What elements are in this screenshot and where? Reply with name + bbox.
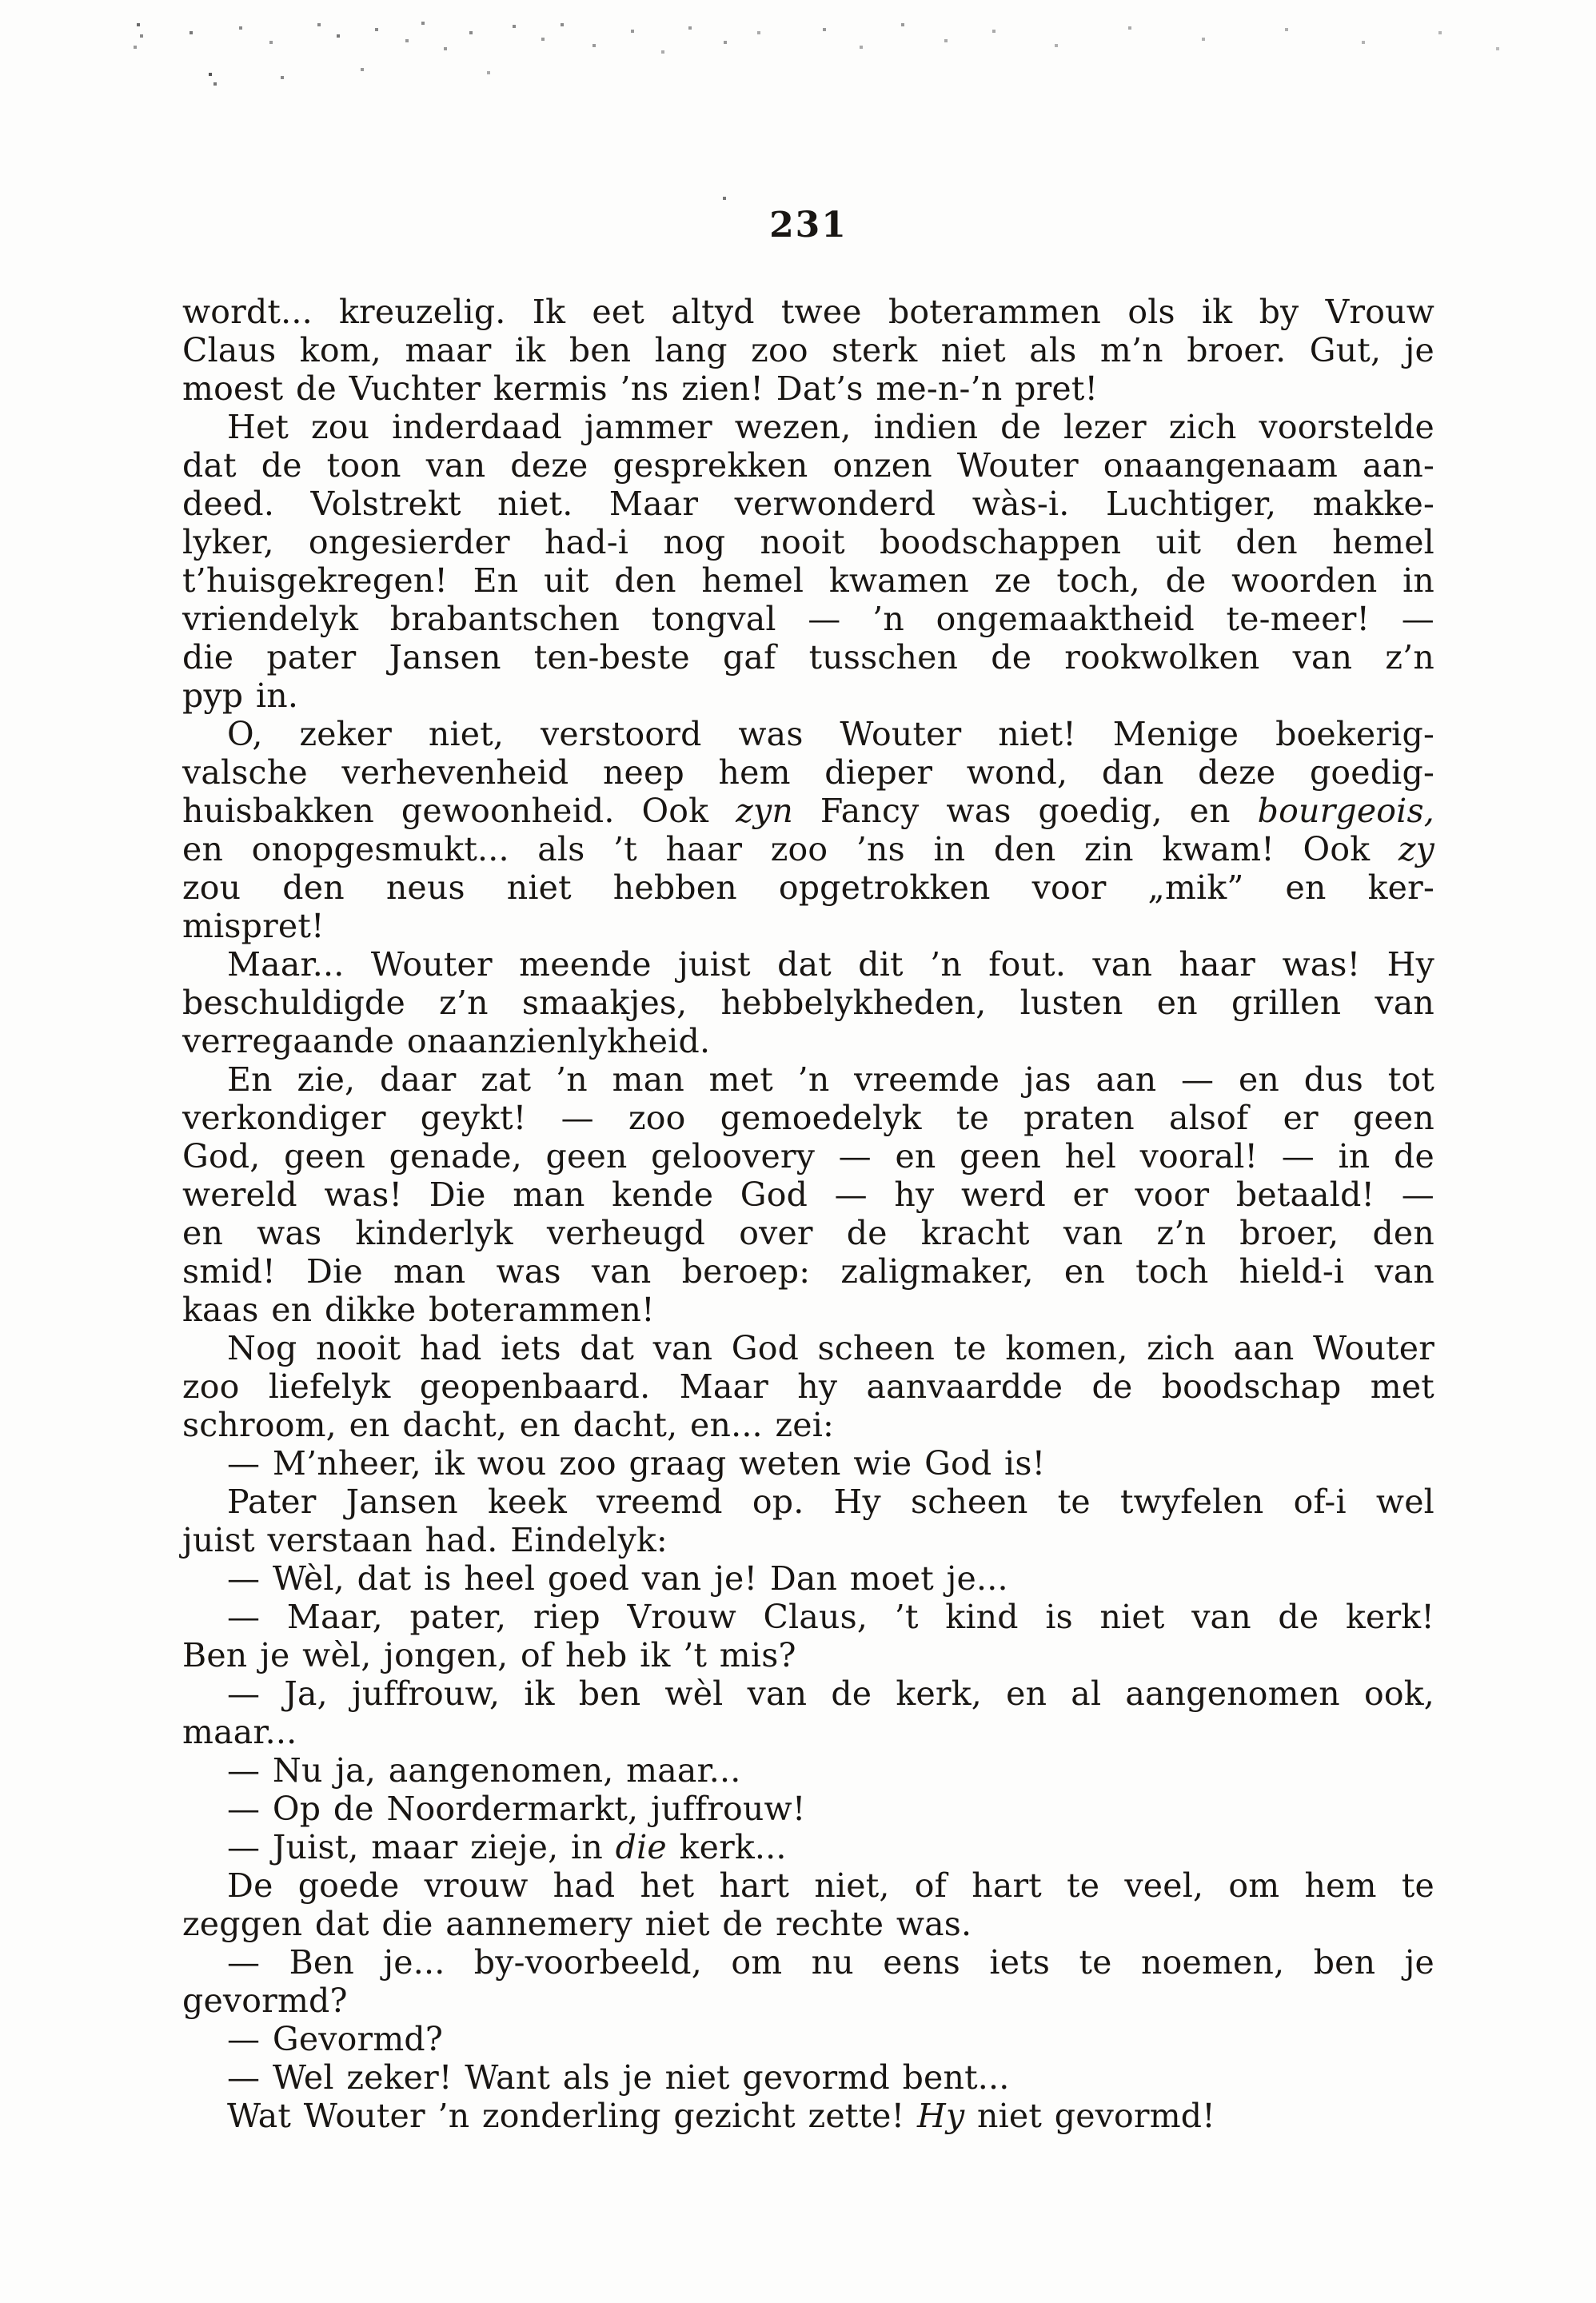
text-segment: Wat Wouter ’n zonderling gezicht zette!: [227, 2097, 917, 2135]
text-segment: zou den neus niet hebben opgetrokken voor „mik” en ker-: [182, 868, 1434, 907]
text-segment: vriendelyk brabantschen tongval — ’n ongemaaktheid te-meer! —: [182, 600, 1434, 638]
text-segment: beschuldigde z’n smaakjes, hebbelykheden, lusten en grillen van: [182, 984, 1434, 1022]
text-segment: — Ben je... by-voorbeeld, om nu eens iets te noemen, ben je: [227, 1943, 1434, 1982]
text-line: [182, 1713, 1434, 1751]
text-line: [182, 1521, 1434, 1559]
text-segment: De goede vrouw had het hart niet, of hart te veel, om hem te: [227, 1866, 1434, 1905]
text-segment: kerk...: [666, 1828, 787, 1866]
text-line: [182, 830, 1434, 868]
text-segment: juist verstaan had. Eindelyk:: [182, 1521, 668, 1559]
text-line: [182, 945, 1434, 984]
text-segment: — Ja, juffrouw, ik ben wèl van de kerk, en al aangenomen ook,: [227, 1674, 1434, 1713]
text-line: [182, 1406, 1434, 1444]
text-line: [182, 523, 1434, 561]
scan-dust: [0, 0, 2, 2]
text-segment: schroom, en dacht, en dacht, en... zei:: [182, 1406, 835, 1444]
text-segment: verregaande onaanzienlykheid.: [182, 1022, 711, 1060]
text-line: [182, 1329, 1434, 1367]
text-segment-italic: bourgeois,: [1257, 792, 1434, 830]
text-segment: — Op de Noordermarkt, juffrouw!: [227, 1790, 806, 1828]
text-segment: en onopgesmukt... als ’t haar zoo ’ns in den zin kwam! Ook: [182, 830, 1398, 868]
text-line: [182, 1252, 1434, 1291]
text-line: [182, 331, 1434, 369]
text-line: [182, 792, 1434, 830]
text-segment: — Nu ja, aangenomen, maar...: [227, 1751, 741, 1790]
text-segment-italic: Hy: [916, 2097, 965, 2135]
text-segment: die pater Jansen ten-beste gaf tusschen de rookwolken van z’n: [182, 638, 1434, 677]
text-segment: kaas en dikke boterammen!: [182, 1291, 655, 1329]
text-line: [182, 715, 1434, 753]
text-line: [182, 1444, 1434, 1483]
text-segment: God, geen genade, geen geloovery — en geen hel vooral! — in de: [182, 1137, 1434, 1175]
text-line: [182, 677, 1434, 715]
text-segment: moest de Vuchter kermis ’ns zien! Dat’s me-n-’n pret!: [182, 369, 1099, 408]
text-line: [182, 1099, 1434, 1137]
text-segment: maar...: [182, 1713, 297, 1751]
text-line: [182, 1367, 1434, 1406]
text-segment: Fancy was goedig, en: [792, 792, 1258, 830]
text-segment: verkondiger geykt! — zoo gemoedelyk te praten alsof er geen: [182, 1099, 1434, 1137]
text-segment: Maar... Wouter meende juist dat dit ’n fout. van haar was! Hy: [227, 945, 1434, 984]
text-line: [182, 1905, 1434, 1943]
text-line: [182, 1598, 1434, 1636]
text-line: [182, 1483, 1434, 1521]
text-segment: wereld was! Die man kende God — hy werd er voor betaald! —: [182, 1175, 1434, 1214]
text-segment: zeggen dat die aannemery niet de rechte was.: [182, 1905, 972, 1943]
text-line: [182, 2020, 1434, 2058]
text-segment: — M’nheer, ik wou zoo graag weten wie God is!: [227, 1444, 1046, 1483]
text-segment: valsche verhevenheid neep hem dieper wond, dan deze goedig-: [182, 753, 1434, 792]
text-segment-italic: die: [615, 1828, 667, 1866]
text-segment: mispret!: [182, 907, 325, 945]
text-line: [182, 638, 1434, 677]
text-line: [182, 868, 1434, 907]
text-line: [182, 1137, 1434, 1175]
text-line: [182, 561, 1434, 600]
text-segment: deed. Volstrekt niet. Maar verwonderd wàs-i. Luchtiger, makke-: [182, 485, 1434, 523]
text-segment: wordt... kreuzelig. Ik eet altyd twee boterammen ols ik by Vrouw: [182, 293, 1434, 331]
text-segment: Het zou inderdaad jammer wezen, indien de lezer zich voorstelde: [227, 408, 1434, 446]
text-line: [182, 984, 1434, 1022]
text-line: [182, 1636, 1434, 1674]
text-segment: — Gevormd?: [227, 2020, 444, 2058]
text-line: [182, 293, 1434, 331]
text-segment-italic: zyn: [736, 792, 793, 830]
text-segment: O, zeker niet, verstoord was Wouter niet! Menige boekerig-: [227, 715, 1434, 753]
text-line: [182, 1828, 1434, 1866]
text-line: [182, 1175, 1434, 1214]
text-line: [182, 369, 1434, 408]
text-line: [182, 1790, 1434, 1828]
text-segment: en was kinderlyk verheugd over de kracht van z’n broer, den: [182, 1214, 1434, 1252]
text-segment-italic: zy: [1398, 830, 1434, 868]
text-line: [182, 907, 1434, 945]
text-line: [182, 446, 1434, 485]
text-segment: dat de toon van deze gesprekken onzen Wouter onaangenaam aan-: [182, 446, 1434, 485]
text-line: [182, 1060, 1434, 1099]
text-line: [182, 1674, 1434, 1713]
text-line: [182, 485, 1434, 523]
text-line: [182, 600, 1434, 638]
text-segment: smid! Die man was van beroep: zaligmaker, en toch hield-i van: [182, 1252, 1434, 1291]
text-segment: lyker, ongesierder had-i nog nooit boodschappen uit den hemel: [182, 523, 1434, 561]
text-segment: niet gevormd!: [964, 2097, 1215, 2135]
text-segment: zoo liefelyk geopenbaard. Maar hy aanvaardde de boodschap met: [182, 1367, 1434, 1406]
text-line: [182, 2097, 1434, 2135]
text-segment: — Wèl, dat is heel goed van je! Dan moet je...: [227, 1559, 1008, 1598]
text-line: [182, 2058, 1434, 2097]
text-segment: huisbakken gewoonheid. Ook: [182, 792, 736, 830]
text-segment: — Wel zeker! Want als je niet gevormd bent...: [227, 2058, 1010, 2097]
text-line: [182, 1291, 1434, 1329]
text-block: [182, 293, 1434, 2135]
text-line: [182, 753, 1434, 792]
text-line: [182, 1982, 1434, 2020]
text-segment: t’huisgekregen! En uit den hemel kwamen ze toch, de woorden in: [182, 561, 1434, 600]
text-segment: gevormd?: [182, 1982, 348, 2020]
text-segment: Claus kom, maar ik ben lang zoo sterk niet als m’n broer. Gut, je: [182, 331, 1434, 369]
text-line: [182, 408, 1434, 446]
text-line: [182, 1214, 1434, 1252]
text-segment: Pater Jansen keek vreemd op. Hy scheen te twyfelen of-i wel: [227, 1483, 1434, 1521]
text-line: [182, 1866, 1434, 1905]
text-line: [182, 1022, 1434, 1060]
text-segment: Ben je wèl, jongen, of heb ik ’t mis?: [182, 1636, 796, 1674]
text-line: [182, 1559, 1434, 1598]
page-number: 231: [769, 205, 848, 245]
text-segment: pyp in.: [182, 677, 299, 715]
text-segment: En zie, daar zat ’n man met ’n vreemde jas aan — en dus tot: [227, 1060, 1434, 1099]
text-line: [182, 1943, 1434, 1982]
text-segment: — Maar, pater, riep Vrouw Claus, ’t kind is niet van de kerk!: [227, 1598, 1434, 1636]
text-segment: Nog nooit had iets dat van God scheen te komen, zich aan Wouter: [227, 1329, 1434, 1367]
text-segment: — Juist, maar zieje, in: [227, 1828, 616, 1866]
text-line: [182, 1751, 1434, 1790]
